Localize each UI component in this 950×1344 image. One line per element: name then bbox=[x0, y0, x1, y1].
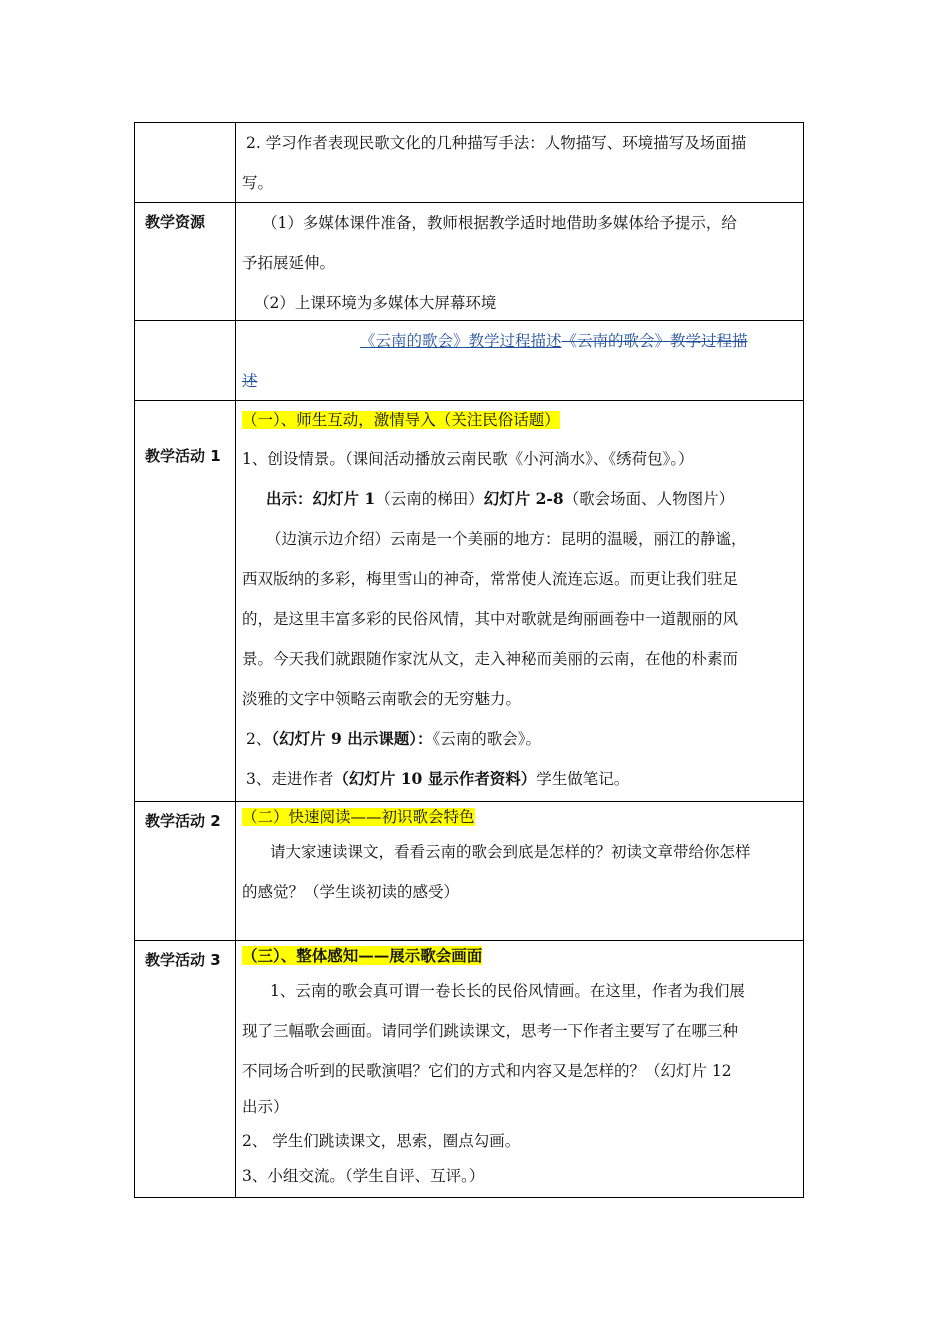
text-line: 的感觉？（学生谈初读的感受） bbox=[242, 883, 460, 901]
text-line: 请大家速读课文，看看云南的歌会到底是怎样的？初读文章带给你怎样 bbox=[270, 843, 751, 861]
deleted-text: 《云南的歌会》教学过程描 bbox=[561, 332, 748, 350]
text-line: 2、 学生们跳读课文，思索，圈点勾画。 bbox=[242, 1132, 521, 1150]
table-row-process-title bbox=[135, 321, 803, 401]
row-content bbox=[236, 321, 803, 400]
row-content bbox=[236, 123, 803, 202]
highlighted-heading: （一）、师生互动，激情导入（关注民俗话题） bbox=[242, 411, 560, 429]
row-label bbox=[135, 321, 236, 400]
row-label: 教学活动 1 bbox=[135, 401, 236, 801]
section-heading bbox=[242, 401, 795, 439]
row-content bbox=[236, 941, 803, 1197]
text-line: 2. 学习作者表现民歌文化的几种描写手法：人物描写、环境描写及场面描 bbox=[246, 134, 747, 152]
text-line: 的，是这里丰富多彩的民俗风情，其中对歌就是绚丽画卷中一道靓丽的风 bbox=[242, 610, 739, 628]
process-link[interactable]: 《云南的歌会》教学过程描述 bbox=[360, 332, 562, 350]
table-row-activity-3 bbox=[135, 941, 803, 1197]
row-content bbox=[236, 203, 803, 320]
row-content bbox=[236, 802, 803, 940]
highlighted-heading: （三）、整体感知——展示歌会画面 bbox=[242, 946, 483, 965]
table-row-activity-2 bbox=[135, 802, 803, 941]
text-line: 西双版纳的多彩，梅里雪山的神奇，常常使人流连忘返。而更让我们驻足 bbox=[242, 570, 739, 588]
text-line: （1）多媒体课件准备，教师根据教学适时地借助多媒体给予提示，给 bbox=[262, 214, 737, 232]
row-label: 教学资源 bbox=[135, 203, 236, 320]
text-line: 出示：幻灯片 1（云南的梯田）幻灯片 2-8（歌会场面、人物图片） bbox=[266, 489, 735, 508]
text-line: （2）上课环境为多媒体大屏幕环境 bbox=[254, 294, 497, 312]
text-line: 2、（幻灯片 9 出示课题）：《云南的歌会》。 bbox=[246, 729, 541, 748]
row-label bbox=[135, 123, 236, 202]
section-heading bbox=[242, 802, 795, 832]
text-line: 不同场合听到的民歌演唱？它们的方式和内容又是怎样的？（幻灯片 12 bbox=[242, 1062, 732, 1080]
text-line: 予拓展延伸。 bbox=[242, 254, 336, 272]
row-label: 教学活动 3 bbox=[135, 941, 236, 1197]
text-line: 1、创设情景。（课间活动播放云南民歌《小河淌水》、《绣荷包》。） bbox=[242, 450, 694, 468]
text-line: 3、走进作者（幻灯片 10 显示作者资料）学生做笔记。 bbox=[246, 769, 630, 788]
text-line: 3、小组交流。（学生自评、互评。） bbox=[242, 1167, 485, 1185]
text-line: 1、云南的歌会真可谓一卷长长的民俗风情画。在这里，作者为我们展 bbox=[270, 982, 745, 1000]
text-line: 写。 bbox=[242, 174, 274, 192]
text-line: 现了三幅歌会画面。请同学们跳读课文，思考一下作者主要写了在哪三种 bbox=[242, 1022, 739, 1040]
text-line: 出示） bbox=[242, 1098, 289, 1116]
text-line: 淡雅的文字中领略云南歌会的无穷魅力。 bbox=[242, 690, 522, 708]
lesson-plan-table bbox=[134, 122, 804, 1198]
table-row-objectives bbox=[135, 123, 803, 203]
table-row-resources bbox=[135, 203, 803, 321]
row-label: 教学活动 2 bbox=[135, 802, 236, 940]
section-heading bbox=[242, 941, 795, 971]
deleted-text: 述 bbox=[242, 372, 258, 390]
text-line: （边演示边介绍）云南是一个美丽的地方：昆明的温暖，丽江的静谧， bbox=[266, 530, 747, 548]
text-line: 景。今天我们就跟随作家沈从文，走入神秘而美丽的云南，在他的朴素而 bbox=[242, 650, 739, 668]
table-row-activity-1 bbox=[135, 401, 803, 802]
row-content bbox=[236, 401, 803, 801]
text-line bbox=[242, 321, 795, 361]
highlighted-heading: （二）快速阅读——初识歌会特色 bbox=[242, 808, 475, 826]
text-line bbox=[242, 361, 795, 401]
